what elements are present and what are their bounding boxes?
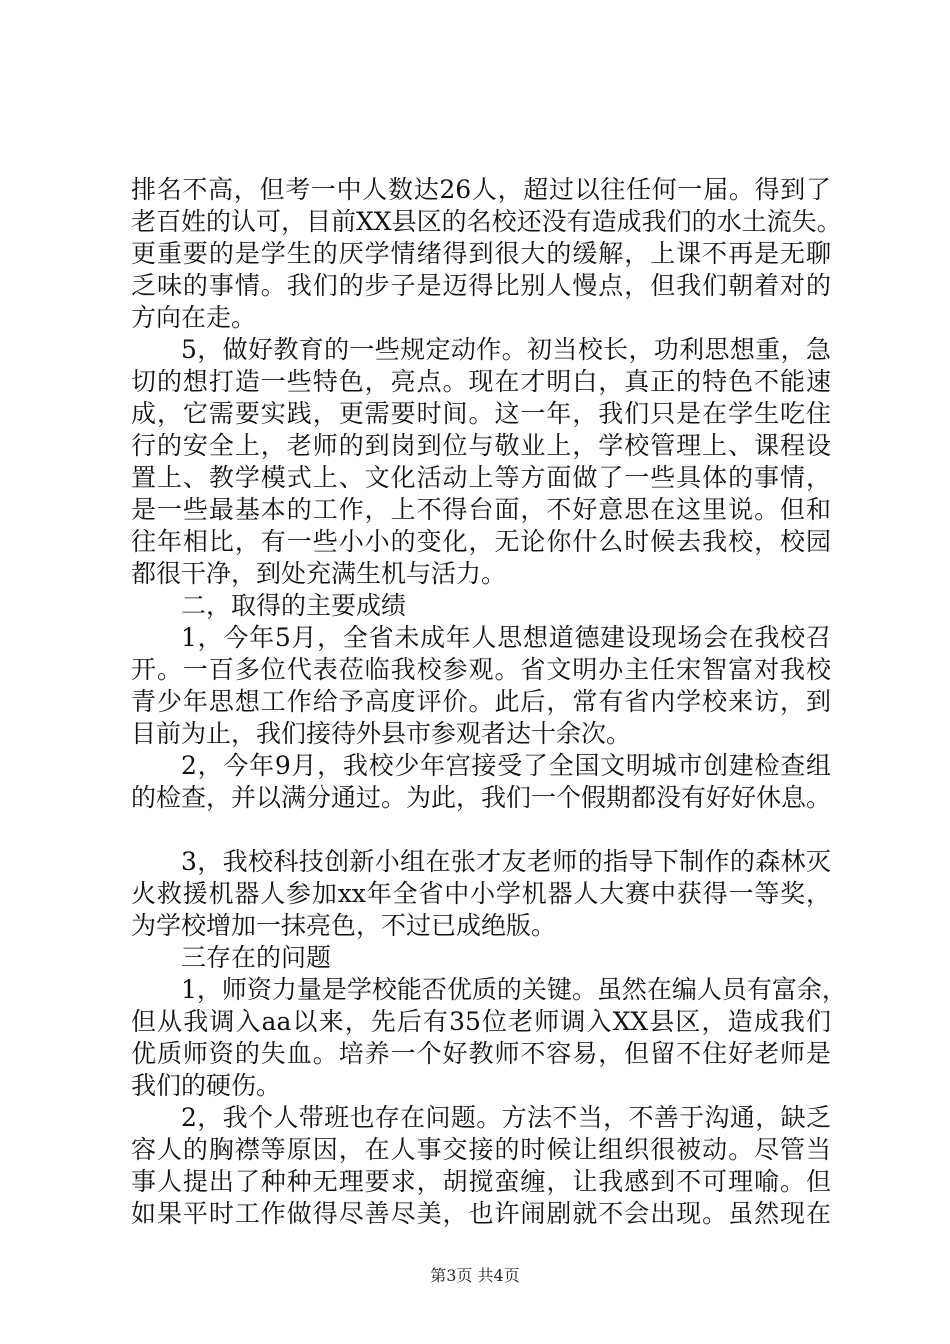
text-line: 5，做好教育的一些规定动作。初当校长，功利思想重，急 bbox=[181, 335, 831, 364]
text-line: 2，我个人带班也存在问题。方法不当，不善于沟通，缺乏 bbox=[181, 1103, 831, 1132]
text-line: 排名不高，但考一中人数达26人，超过以往任何一届。得到了 bbox=[131, 175, 831, 204]
text-line: 成，它需要实践，更需要时间。这一年，我们只是在学生吃住 bbox=[131, 399, 831, 428]
text-line: 火救援机器人参加xx年全省中小学机器人大赛中获得一等奖， bbox=[131, 879, 831, 908]
text-line: 开。一百多位代表莅临我校参观。省文明办主任宋智富对我校 bbox=[131, 655, 831, 684]
text-line: 方向在走。 bbox=[131, 303, 257, 332]
page-number-label: 第3页 共4页 bbox=[430, 1266, 520, 1285]
text-line: 青少年思想工作给予高度评价。此后，常有省内学校来访，到 bbox=[131, 687, 831, 716]
document-body bbox=[131, 174, 847, 1230]
text-line: 二，取得的主要成绩 bbox=[181, 591, 407, 620]
text-line: 1，师资力量是学校能否优质的关键。虽然在编人员有富余， bbox=[181, 975, 847, 1004]
text-line: 往年相比，有一些小小的变化，无论你什么时候去我校，校园 bbox=[131, 527, 831, 556]
text-line: 事人提出了种种无理要求，胡搅蛮缠，让我感到不可理喻。但 bbox=[131, 1167, 831, 1196]
text-line: 的检查，并以满分通过。为此，我们一个假期都没有好好休息。 bbox=[131, 783, 832, 812]
text-line: 但从我调入aa以来，先后有35位老师调入XX县区，造成我们 bbox=[131, 1007, 831, 1036]
text-line: 置上、教学模式上、文化活动上等方面做了一些具体的事情， bbox=[131, 463, 831, 492]
text-line: 目前为止，我们接待外县市参观者达十余次。 bbox=[131, 719, 632, 748]
text-line: 容人的胸襟等原因，在人事交接的时候让组织很被动。尽管当 bbox=[131, 1135, 831, 1164]
text-line: 行的安全上，老师的到岗到位与敬业上，学校管理上、课程设 bbox=[131, 431, 831, 460]
blank-line bbox=[131, 814, 831, 846]
text-line: 三存在的问题 bbox=[181, 943, 332, 972]
text-line: 切的想打造一些特色，亮点。现在才明白，真正的特色不能速 bbox=[131, 367, 831, 396]
page-footer bbox=[0, 1263, 950, 1286]
text-line: 优质师资的失血。培养一个好教师不容易，但留不住好老师是 bbox=[131, 1039, 831, 1068]
text-line: 都很干净，到处充满生机与活力。 bbox=[131, 559, 507, 588]
text-line: 更重要的是学生的厌学情绪得到很大的缓解，上课不再是无聊 bbox=[131, 239, 831, 268]
text-line: 如果平时工作做得尽善尽美，也许闹剧就不会出现。虽然现在 bbox=[131, 1199, 831, 1228]
text-line: 3，我校科技创新小组在张才友老师的指导下制作的森林灭 bbox=[181, 847, 831, 876]
text-line: 2，今年9月，我校少年宫接受了全国文明城市创建检查组 bbox=[181, 751, 831, 780]
text-line: 为学校增加一抹亮色，不过已成绝版。 bbox=[131, 911, 557, 940]
text-line: 乏味的事情。我们的步子是迈得比别人慢点，但我们朝着对的 bbox=[131, 271, 831, 300]
text-line: 1，今年5月，全省未成年人思想道德建设现场会在我校召 bbox=[181, 623, 831, 652]
text-line: 我们的硬伤。 bbox=[131, 1071, 282, 1100]
text-line: 是一些最基本的工作，上不得台面，不好意思在这里说。但和 bbox=[131, 495, 831, 524]
text-line: 老百姓的认可，目前XX县区的名校还没有造成我们的水土流失。 bbox=[131, 207, 842, 236]
